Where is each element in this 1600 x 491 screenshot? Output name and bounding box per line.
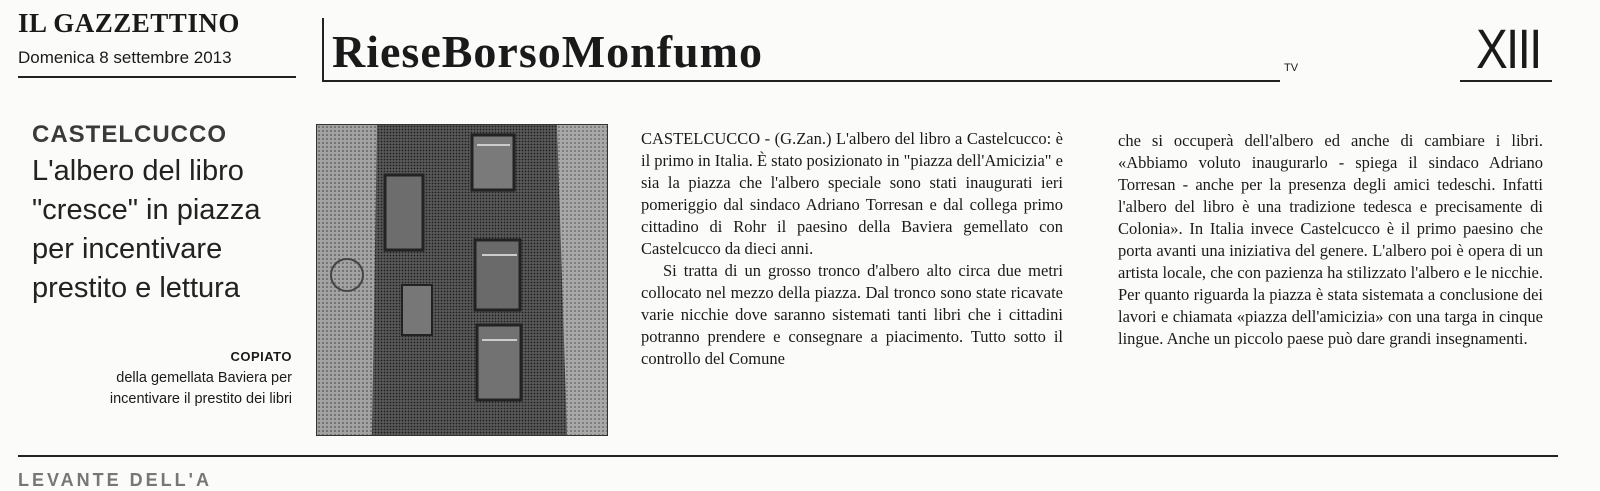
bottom-rule xyxy=(18,455,1558,457)
section-title: RieseBorsoMonfumo xyxy=(332,26,763,77)
newspaper-name: IL GAZZETTINO xyxy=(18,8,240,38)
article-paragraph: CASTELCUCCO - (G.Zan.) L'albero del libro a Castelcucco: è il primo in Italia. È stato posizionato in "piazza dell'Amicizia" e sia la piazza che l'albero speciale sono stati inaugurati ieri pomeriggio dal sindaco Adriano Torresan e dal collega primo cittadino di Rohr il paesino della Baviera gemellato con Castelcucco da dieci anni. xyxy=(641,129,1063,258)
masthead-rule-left xyxy=(18,76,296,78)
article-paragraph: Si tratta di un grosso tronco d'albero alto circa due metri collocato nel mezzo della piazza. Dal tronco sono state ricavate varie nicchie dove saranno sistemati tanti libri che i cittadini potranno prendere e consegnare a piacimento. Tutto sotto il controllo del Comune xyxy=(641,261,1063,368)
section-divider xyxy=(322,18,324,80)
tree-trunk-photo-icon xyxy=(317,125,607,435)
article-paragraph: che si occuperà dell'albero ed anche di cambiare i libri. «Abbiamo voluto inaugurarlo - spiega il sindaco Adriano Torresan - anche per la presenza degli amici tedeschi. Infatti l'albero del libro è una tradizione tedesca e precisamente di Colonia». In Italia invece Castelcucco è il primo paesino che porta avanti una iniziativa del genere. L'albero poi è opera di un artista locale, che con pazienza ha stilizzato l'albero e le nicchie. Per quanto riguarda la piazza è stata sistemata a conclusione dei lavori e chiamata «piazza dell'amicizia» con una targa in cinque lingue. Anche un piccolo paese può dare grandi insegnamenti. xyxy=(1118,131,1543,348)
page-number: XIII xyxy=(1476,17,1541,80)
province-label: TV xyxy=(1284,62,1299,74)
article-column-1 xyxy=(641,128,1063,370)
issue-date: Domenica 8 settembre 2013 xyxy=(18,48,232,67)
article-photo xyxy=(316,124,608,436)
article-headline: L'albero del libro "cresce" in piazza per incentivare prestito e lettura xyxy=(32,155,261,304)
photo-caption: della gemellata Baviera per incentivare il prestito dei libri xyxy=(109,370,292,407)
section-rule xyxy=(322,80,1280,82)
photo-caption-label: COPIATO xyxy=(230,349,292,364)
cut-off-next-headline: LEVANTE DELL'A xyxy=(18,470,212,490)
page-number-rule xyxy=(1460,80,1552,82)
article-column-2 xyxy=(1118,130,1543,350)
article-kicker: CASTELCUCCO xyxy=(32,121,227,148)
